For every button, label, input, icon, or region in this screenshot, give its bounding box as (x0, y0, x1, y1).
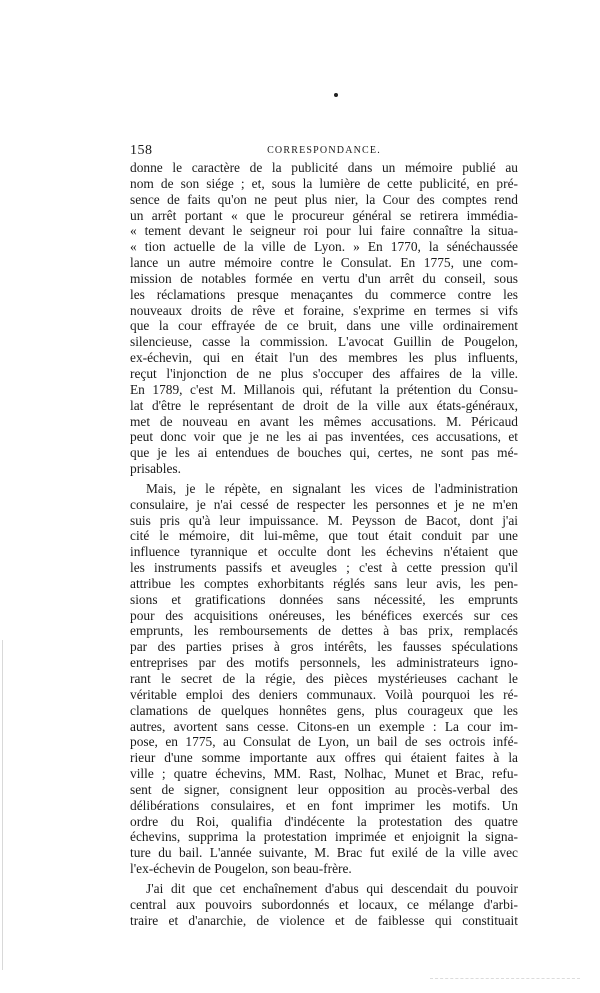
text-line: échevins, supprima la protestation imprimée et enjoignit la signa- (130, 829, 518, 845)
text-line: ex-échevin, qui en était l'un des membres les plus influents, (130, 350, 518, 366)
text-line: emprunts, les remboursements de dettes à bas prix, remplacés (130, 623, 518, 639)
page-header (130, 143, 518, 159)
text-line: pose, en 1775, au Consulat de Lyon, un bail de ses octrois infé- (130, 734, 518, 750)
text-line: attribue les comptes exhorbitants réglés sans leur avis, les pen- (130, 575, 518, 591)
text-line: nom de son siége ; et, sous la lumière de cette publicité, en pré- (130, 175, 518, 191)
running-head: CORRESPONDANCE. (267, 145, 381, 156)
scan-noise (430, 978, 580, 980)
text-line: traire et d'anarchie, de violence et de faiblesse qui constituait (130, 912, 518, 928)
text-line: nouveaux droits de rêve et foraine, s'exprime en termes si vifs (130, 302, 518, 318)
text-line: consulaire, je n'ai cessé de respecter les personnes et je ne m'en (130, 496, 518, 512)
text-line: silencieuse, casse la commission. L'avocat Guillin de Pougelon, (130, 334, 518, 350)
text-line: véritable emploi des deniers communaux. Voilà pourquoi les ré- (130, 686, 518, 702)
text-line: « tion actuelle de la ville de Lyon. » En 1770, la sénéchaussée (130, 239, 518, 255)
text-line: que je les ai entendues de bouches qui, certes, ne sont pas mé- (130, 445, 518, 461)
text-line: pour des acquisitions onéreuses, les bénéfices exercés sur ces (130, 607, 518, 623)
text-line: par des parties prises à gros intérêts, les fausses spéculations (130, 639, 518, 655)
text-line: rieur d'une somme importante aux offres qui étaient faites à la (130, 750, 518, 766)
text-line: ville ; quatre échevins, MM. Rast, Nolhac, Munet et Brac, refu- (130, 766, 518, 782)
text-line: délibérations consulaires, et en font imprimer les motifs. Un (130, 797, 518, 813)
text-line: Mais, je le répète, en signalant les vices de l'administration (146, 480, 518, 496)
text-line: « tement devant le seigneur roi pour lui faire connaître la situa- (130, 223, 518, 239)
text-line: lat d'être le représentant de droit de la ville aux états-généraux, (130, 397, 518, 413)
ink-dot (334, 93, 338, 97)
text-line: ture du bail. L'année suivante, M. Brac fut exilé de la ville avec (130, 845, 518, 861)
text-line: clamations de quelques honnêtes gens, plus courageux que les (130, 702, 518, 718)
text-line: un arrêt portant « que le procureur général se retirera immédia- (130, 207, 518, 223)
scan-edge-line (2, 640, 3, 970)
paragraph (130, 481, 518, 877)
text-line: reçut l'injonction de ne plus s'occuper des affaires de la ville. (130, 365, 518, 381)
text-line: ordre du Roi, qualifia d'indécente la protestation des quatre (130, 813, 518, 829)
text-line: rant le secret de la régie, des pièces mystérieuses cachant le (130, 671, 518, 686)
text-line: donne le caractère de la publicité dans un mémoire publié au (130, 160, 518, 175)
text-line: sence de faits qu'on ne peut plus nier, la Cour des comptes rend (130, 191, 518, 207)
body-text (130, 160, 518, 929)
text-line: cité le mémoire, dit lui-même, que tout était conduit par une (130, 528, 518, 544)
text-line: mission de notables formée en vertu d'un arrêt du conseil, sous (130, 270, 518, 286)
text-line: sent de signer, consignent leur opposition au procès-verbal des (130, 781, 518, 797)
text-line: que la cour effrayée de ce bruit, dans une ville ordinairement (130, 318, 518, 334)
paragraph (130, 881, 518, 929)
text-line: met de nouveau en avant les mêmes accusations. M. Péricaud (130, 413, 518, 429)
text-line: central aux pouvoirs subordonnés et locaux, ce mélange d'arbi- (130, 896, 518, 912)
text-line: suis pris qu'à leur impuissance. M. Peysson de Bacot, dont j'ai (130, 512, 518, 528)
text-line: les instruments passifs et aveugles ; c'est à cette pression qu'il (130, 560, 518, 576)
text-line: lance un autre mémoire contre le Consulat. En 1775, une com- (130, 255, 518, 271)
text-line: J'ai dit que cet enchaînement d'abus qui descendait du pouvoir (146, 880, 518, 896)
text-line: entreprises par des motifs personnels, les administrateurs igno- (130, 655, 518, 671)
text-line: sions et gratifications données sans nécessité, les emprunts (130, 591, 518, 607)
page-number: 158 (130, 143, 153, 158)
text-line: En 1789, c'est M. Millanois qui, réfutant la prétention du Consu- (130, 381, 518, 397)
text-line: prisables. (130, 461, 181, 477)
text-line: les réclamations presque menaçantes du commerce contre les (130, 286, 518, 302)
paragraph (130, 160, 518, 477)
text-line: influence tyrannique et occulte dont les échevins n'étaient que (130, 544, 518, 560)
text-line: peut donc voir que je ne les ai pas inventées, ces accusations, et (130, 429, 518, 445)
text-line: autres, avortent sans cesse. Citons-en un exemple : La cour im- (130, 718, 518, 734)
text-line: l'ex-échevin de Pougelon, son beau-frère. (130, 861, 352, 877)
